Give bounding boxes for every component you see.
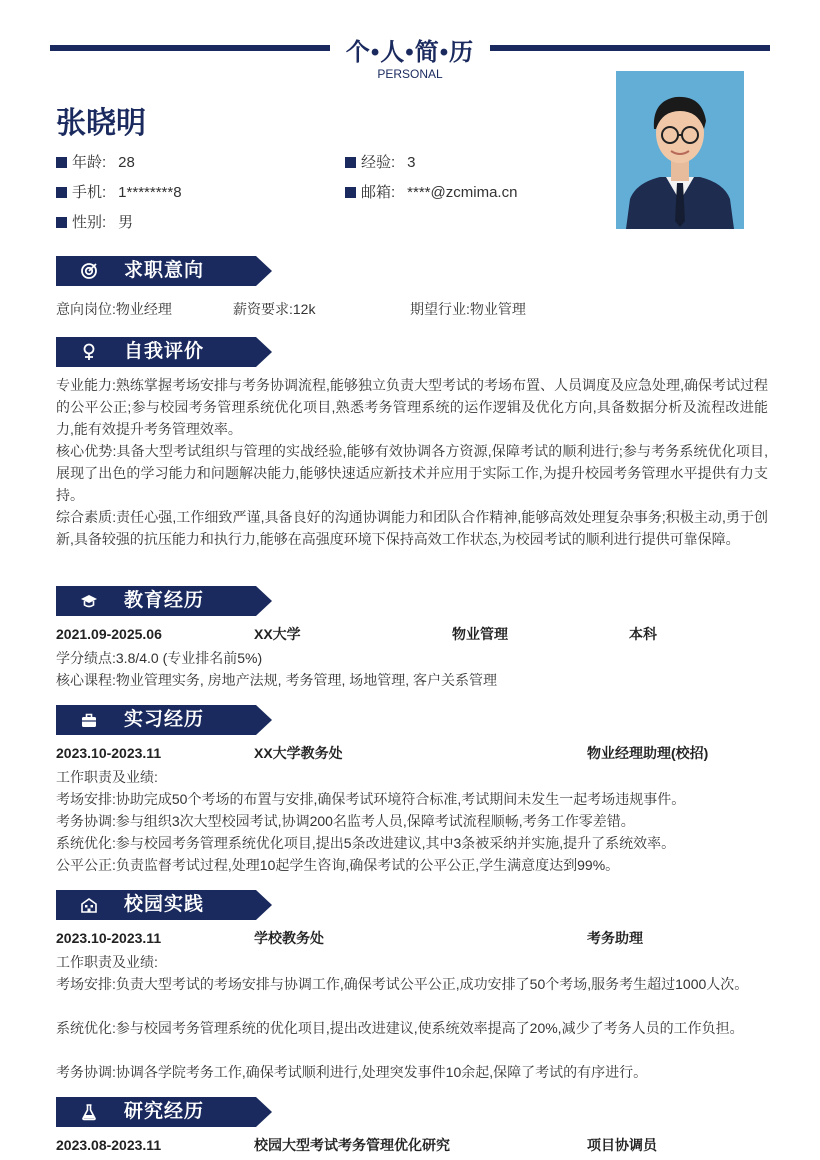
info-label: 经验: bbox=[361, 154, 396, 171]
edu-major: 物业管理 bbox=[452, 626, 508, 642]
section-title: 求职意向 bbox=[124, 260, 205, 281]
info-value: ****@zcmima.cn bbox=[407, 184, 518, 201]
info-label: 邮箱: bbox=[361, 184, 396, 201]
section-header-campus bbox=[56, 890, 272, 920]
section-title: 校园实践 bbox=[124, 894, 205, 915]
section-title: 研究经历 bbox=[124, 1101, 205, 1122]
intern-role: 物业经理助理(校招) bbox=[587, 745, 709, 761]
info-label: 年龄: bbox=[72, 154, 107, 171]
info-email bbox=[345, 182, 517, 204]
bullet-square-icon bbox=[56, 187, 67, 198]
intern-date: 2023.10-2023.11 bbox=[56, 745, 162, 761]
education-row bbox=[56, 623, 768, 645]
section-title: 自我评价 bbox=[124, 341, 205, 362]
internship-row bbox=[56, 742, 768, 764]
building-icon bbox=[80, 896, 98, 914]
intent-industry: 期望行业:物业管理 bbox=[410, 301, 526, 317]
campus-item: 系统优化:参与校园考务管理系统的优化项目,提出改进建议,使系统效率提高了20%,减少了考务人员的工作负担。 bbox=[56, 1020, 744, 1036]
research-project: 校园大型考试考务管理优化研究 bbox=[254, 1137, 450, 1153]
intern-org: XX大学教务处 bbox=[254, 745, 343, 761]
award-icon bbox=[80, 343, 98, 361]
section-header-self bbox=[56, 337, 272, 367]
flask-icon bbox=[80, 1103, 98, 1121]
intern-item: 考务协调:参与组织3次大型校园考试,协调200名监考人员,保障考试流程顺畅,考务工作零差错。 bbox=[56, 813, 635, 829]
graduation-cap-icon bbox=[80, 592, 98, 610]
intern-duty-label: 工作职责及业绩: bbox=[56, 769, 158, 785]
info-label: 性别: bbox=[72, 214, 107, 231]
campus-duty-label: 工作职责及业绩: bbox=[56, 954, 158, 970]
campus-item: 考务协调:协调各学院考务工作,确保考试顺利进行,处理突发事件10余起,保障了考试的有序进行。 bbox=[56, 1064, 648, 1080]
info-value: 男 bbox=[118, 214, 134, 231]
edu-courses: 核心课程:物业管理实务, 房地产法规, 考务管理, 场地管理, 客户关系管理 bbox=[56, 672, 498, 688]
self-eval-quality: 综合素质:责任心强,工作细致严谨,具备良好的沟通协调能力和团队合作精神,能够高效处理复杂事务;积极主动,勇于创新,具备较强的抗压能力和执行力,能够在高强度环境下保持高效工作状态,为校园考试的顺利进行提供可靠保障。 bbox=[56, 509, 768, 547]
intent-salary: 薪资要求:12k bbox=[233, 301, 316, 317]
bullet-square-icon bbox=[345, 187, 356, 198]
header-rule-right bbox=[490, 45, 770, 51]
info-age bbox=[56, 152, 135, 174]
campus-org: 学校教务处 bbox=[254, 930, 324, 946]
info-value: 28 bbox=[118, 154, 135, 171]
info-phone bbox=[56, 182, 182, 204]
research-role: 项目协调员 bbox=[587, 1137, 657, 1153]
bullet-square-icon bbox=[56, 217, 67, 228]
self-eval-advantage: 核心优势:具备大型考试组织与管理的实战经验,能够有效协调各方资源,保障考试的顺利进行;参与考务系统优化项目,展现了出色的学习能力和问题解决能力,能够快速适应新技术并应用于实际工作,为提升校园考务管理水平提供有力支持。 bbox=[56, 443, 768, 503]
research-date: 2023.08-2023.11 bbox=[56, 1137, 162, 1153]
intent-position: 意向岗位:物业经理 bbox=[56, 301, 172, 317]
target-icon bbox=[80, 262, 98, 280]
header-rule-left bbox=[50, 45, 330, 51]
info-value: 1********8 bbox=[118, 184, 182, 201]
intern-item: 考场安排:协助完成50个考场的布置与安排,确保考试环境符合标准,考试期间未发生一起考场违规事件。 bbox=[56, 791, 686, 807]
bullet-square-icon bbox=[345, 157, 356, 168]
intern-item: 公平公正:负责监督考试过程,处理10起学生咨询,确保考试的公平公正,学生满意度达到99%。 bbox=[56, 857, 620, 873]
campus-item: 考场安排:负责大型考试的考场安排与协调工作,确保考试公平公正,成功安排了50个考场,服务考生超过1000人次。 bbox=[56, 976, 749, 992]
briefcase-icon bbox=[80, 711, 98, 729]
page-title: 个•人•简•历 bbox=[345, 39, 475, 66]
info-label: 手机: bbox=[72, 184, 107, 201]
edu-school: XX大学 bbox=[254, 626, 301, 642]
section-header-research bbox=[56, 1097, 272, 1127]
edu-degree: 本科 bbox=[629, 626, 657, 642]
campus-role: 考务助理 bbox=[587, 930, 643, 946]
info-value: 3 bbox=[407, 154, 416, 171]
section-title: 实习经历 bbox=[124, 709, 205, 730]
edu-gpa: 学分绩点:3.8/4.0 (专业排名前5%) bbox=[56, 650, 263, 666]
section-header-intent bbox=[56, 256, 272, 286]
profile-photo bbox=[616, 71, 744, 229]
campus-row bbox=[56, 927, 768, 949]
section-header-internship bbox=[56, 705, 272, 735]
campus-date: 2023.10-2023.11 bbox=[56, 930, 162, 946]
page-subtitle: PERSONAL bbox=[377, 67, 443, 81]
info-experience bbox=[345, 152, 416, 174]
research-row bbox=[56, 1134, 768, 1156]
section-title: 教育经历 bbox=[124, 590, 205, 611]
section-header-education bbox=[56, 586, 272, 616]
bullet-square-icon bbox=[56, 157, 67, 168]
self-eval-ability: 专业能力:熟练掌握考场安排与考务协调流程,能够独立负责大型考试的考场布置、人员调度及应急处理,确保考试过程的公平公正;参与校园考务管理系统优化项目,熟悉考务管理系统的运作逻辑及优化方向,具备数据分析及流程改进能力,能有效提升考务管理效率。 bbox=[56, 377, 768, 437]
intern-item: 系统优化:参与校园考务管理系统优化项目,提出5条改进建议,其中3条被采纳并实施,提升了系统效率。 bbox=[56, 835, 676, 851]
edu-date: 2021.09-2025.06 bbox=[56, 626, 162, 642]
info-gender bbox=[56, 212, 133, 234]
portrait-image bbox=[616, 71, 744, 229]
candidate-name: 张晓明 bbox=[56, 107, 146, 140]
